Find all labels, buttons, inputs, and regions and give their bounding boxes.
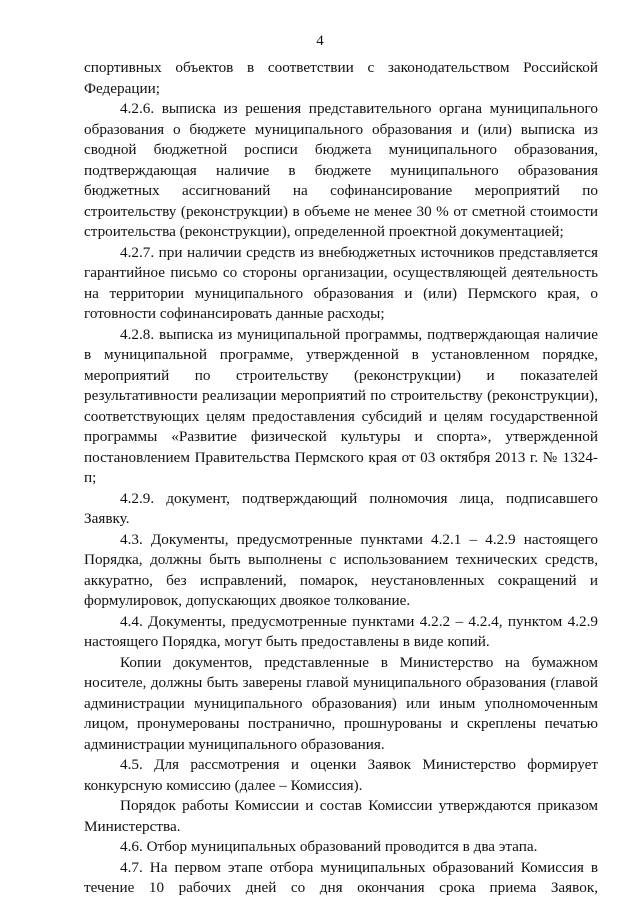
paragraph-4-2-8: 4.2.8. выписка из муниципальной программы, подтверждающая наличие в муниципальной программе, утвержденной в установленном порядке, мероприятий по строительству (реконструкции) и показателей результативности реализации мероприятий по строительству (реконструкции), соответствующих целям предоставления субсидий и целям государственной программы «Развитие физической культуры и спорта», утвержденной постановлением Правительства Пермского края от 03 октября 2013 г. № 1324-п; <box>84 325 598 486</box>
paragraph-4-3: 4.3. Документы, предусмотренные пунктами 4.2.1 – 4.2.9 настоящего Порядка, должны быть выполнены с использованием технических средств, аккуратно, без исправлений, помарок, неустановленных сокращений и формулировок, допускающих двоякое толкование. <box>84 530 598 609</box>
paragraph-copies: Копии документов, представленные в Министерство на бумажном носителе, должны быть заверены главой муниципального образования (главой администрации муниципального образования) или иным уполномоченным лицом, пронумерованы постранично, прошнурованы и скреплены печатью администрации муниципального образования. <box>84 653 598 753</box>
paragraph-4-5: 4.5. Для рассмотрения и оценки Заявок Министерство формирует конкурсную комиссию (далее – Комиссия). <box>84 756 598 794</box>
page-number: 4 <box>316 33 324 49</box>
paragraph-4-2-7: 4.2.7. при наличии средств из внебюджетных источников представляется гарантийное письмо со стороны организации, осуществляющей деятельность на территории муниципального образования и (или) Пермского края, о готовности софинансировать данные расходы; <box>84 243 598 322</box>
paragraph-continuation: спортивных объектов в соответствии с законодательством Российской Федерации; <box>84 59 598 97</box>
paragraph-4-2-6: 4.2.6. выписка из решения представительного органа муниципального образования о бюджете муниципального образования и (или) выписка из сводной бюджетной росписи бюджета муниципального образования, подтверждающая наличие в бюджете муниципального образования бюджетных ассигнований на софинансирование мероприятий по строительству (реконструкции) в объеме не менее 30 % от сметной стоимости строительства (реконструкции), определенной проектной документацией; <box>84 100 598 240</box>
paragraph-4-6: 4.6. Отбор муниципальных образований проводится в два этапа. <box>120 838 538 855</box>
paragraph-4-4: 4.4. Документы, предусмотренные пунктами 4.2.2 – 4.2.4, пунктом 4.2.9 настоящего Порядка, могут быть предоставлены в виде копий. <box>84 612 598 650</box>
document-body <box>84 58 598 899</box>
paragraph-4-2-9: 4.2.9. документ, подтверждающий полномочия лица, подписавшего Заявку. <box>84 489 598 527</box>
paragraph-4-7: 4.7. На первом этапе отбора муниципальных образований Комиссия в течение 10 рабочих дней со дня окончания срока приема Заявок, <box>84 858 598 896</box>
paragraph-commission-order: Порядок работы Комиссии и состав Комиссии утверждаются приказом Министерства. <box>84 797 598 835</box>
